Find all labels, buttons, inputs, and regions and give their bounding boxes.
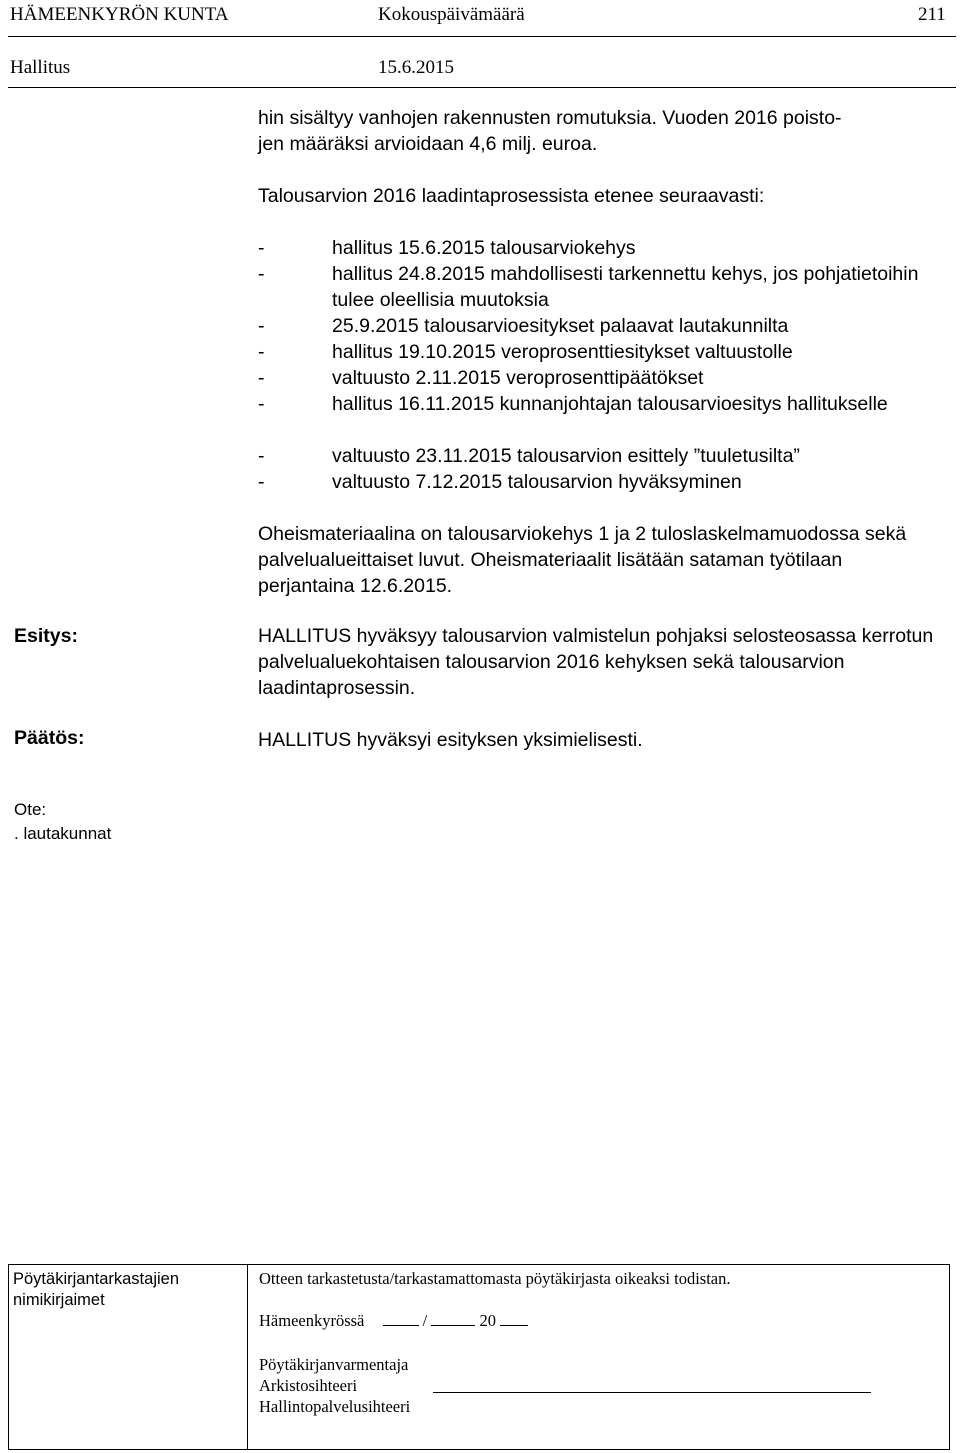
decision-text: HALLITUS hyväksyi esityksen yksimielisesti. [258, 729, 643, 751]
verifier-archive-secretary: Arkistosihteeri [259, 1376, 358, 1395]
day-blank [383, 1325, 419, 1326]
proposal-text: HALLITUS hyväksyy talousarvion valmistelun pohjaksi selosteosassa kerrotun palvelualuekohtaisen talousarvion 2016 kehyksen sekä talousarvion laadintaprosessin. [258, 625, 934, 699]
reviewers-initials-label-1: Pöytäkirjantarkastajien [13, 1270, 179, 1288]
footer-box [8, 1264, 950, 1450]
header-divider [8, 36, 956, 37]
intro-line-1: hin sisältyy vanhojen rakennusten romutuksia. Vuoden 2016 poisto- [258, 107, 842, 129]
excerpt-recipient: . lautakunnat [14, 824, 112, 843]
year-blank [500, 1325, 528, 1326]
page-number: 211 [918, 4, 946, 25]
signature-line [433, 1392, 871, 1393]
verifier-heading: Pöytäkirjanvarmentaja [259, 1355, 409, 1374]
meeting-date-label: Kokouspäivämäärä [378, 4, 525, 25]
certification-text: Otteen tarkastetusta/tarkastamattomasta pöytäkirjasta oikeaksi todistan. [259, 1269, 731, 1288]
municipality-name: HÄMEENKYRÖN KUNTA [10, 4, 229, 25]
intro-line-2: jen määräksi arvioidaan 4,6 milj. euroa. [258, 133, 598, 155]
reviewers-initials-label-2: nimikirjaimet [13, 1291, 105, 1309]
year-prefix: 20 [479, 1311, 496, 1330]
meeting-date: 15.6.2015 [378, 57, 454, 78]
attachments-note: Oheismateriaalina on talousarviokehys 1 ja 2 tuloslaskelmamuodossa sekä palvelualueittaiset luvut. Oheismateriaalit lisätään sataman työtilaan perjantaina 12.6.2015. [258, 523, 907, 597]
date-slash: / [422, 1311, 428, 1330]
subheader-divider [8, 87, 956, 88]
place-name: Hämeenkyrössä [259, 1311, 365, 1330]
verifier-admin-secretary: Hallintopalvelusihteeri [259, 1397, 411, 1416]
footer-divider [247, 1265, 248, 1449]
decision-label: Päätös: [14, 727, 85, 749]
excerpt-label: Ote: [14, 800, 47, 819]
proposal-label: Esitys: [14, 625, 78, 647]
place-date-line [259, 1311, 528, 1331]
process-heading: Talousarvion 2016 laadintaprosessista etenee seuraavasti: [258, 185, 765, 207]
body-name: Hallitus [10, 57, 71, 78]
month-blank [431, 1325, 475, 1326]
